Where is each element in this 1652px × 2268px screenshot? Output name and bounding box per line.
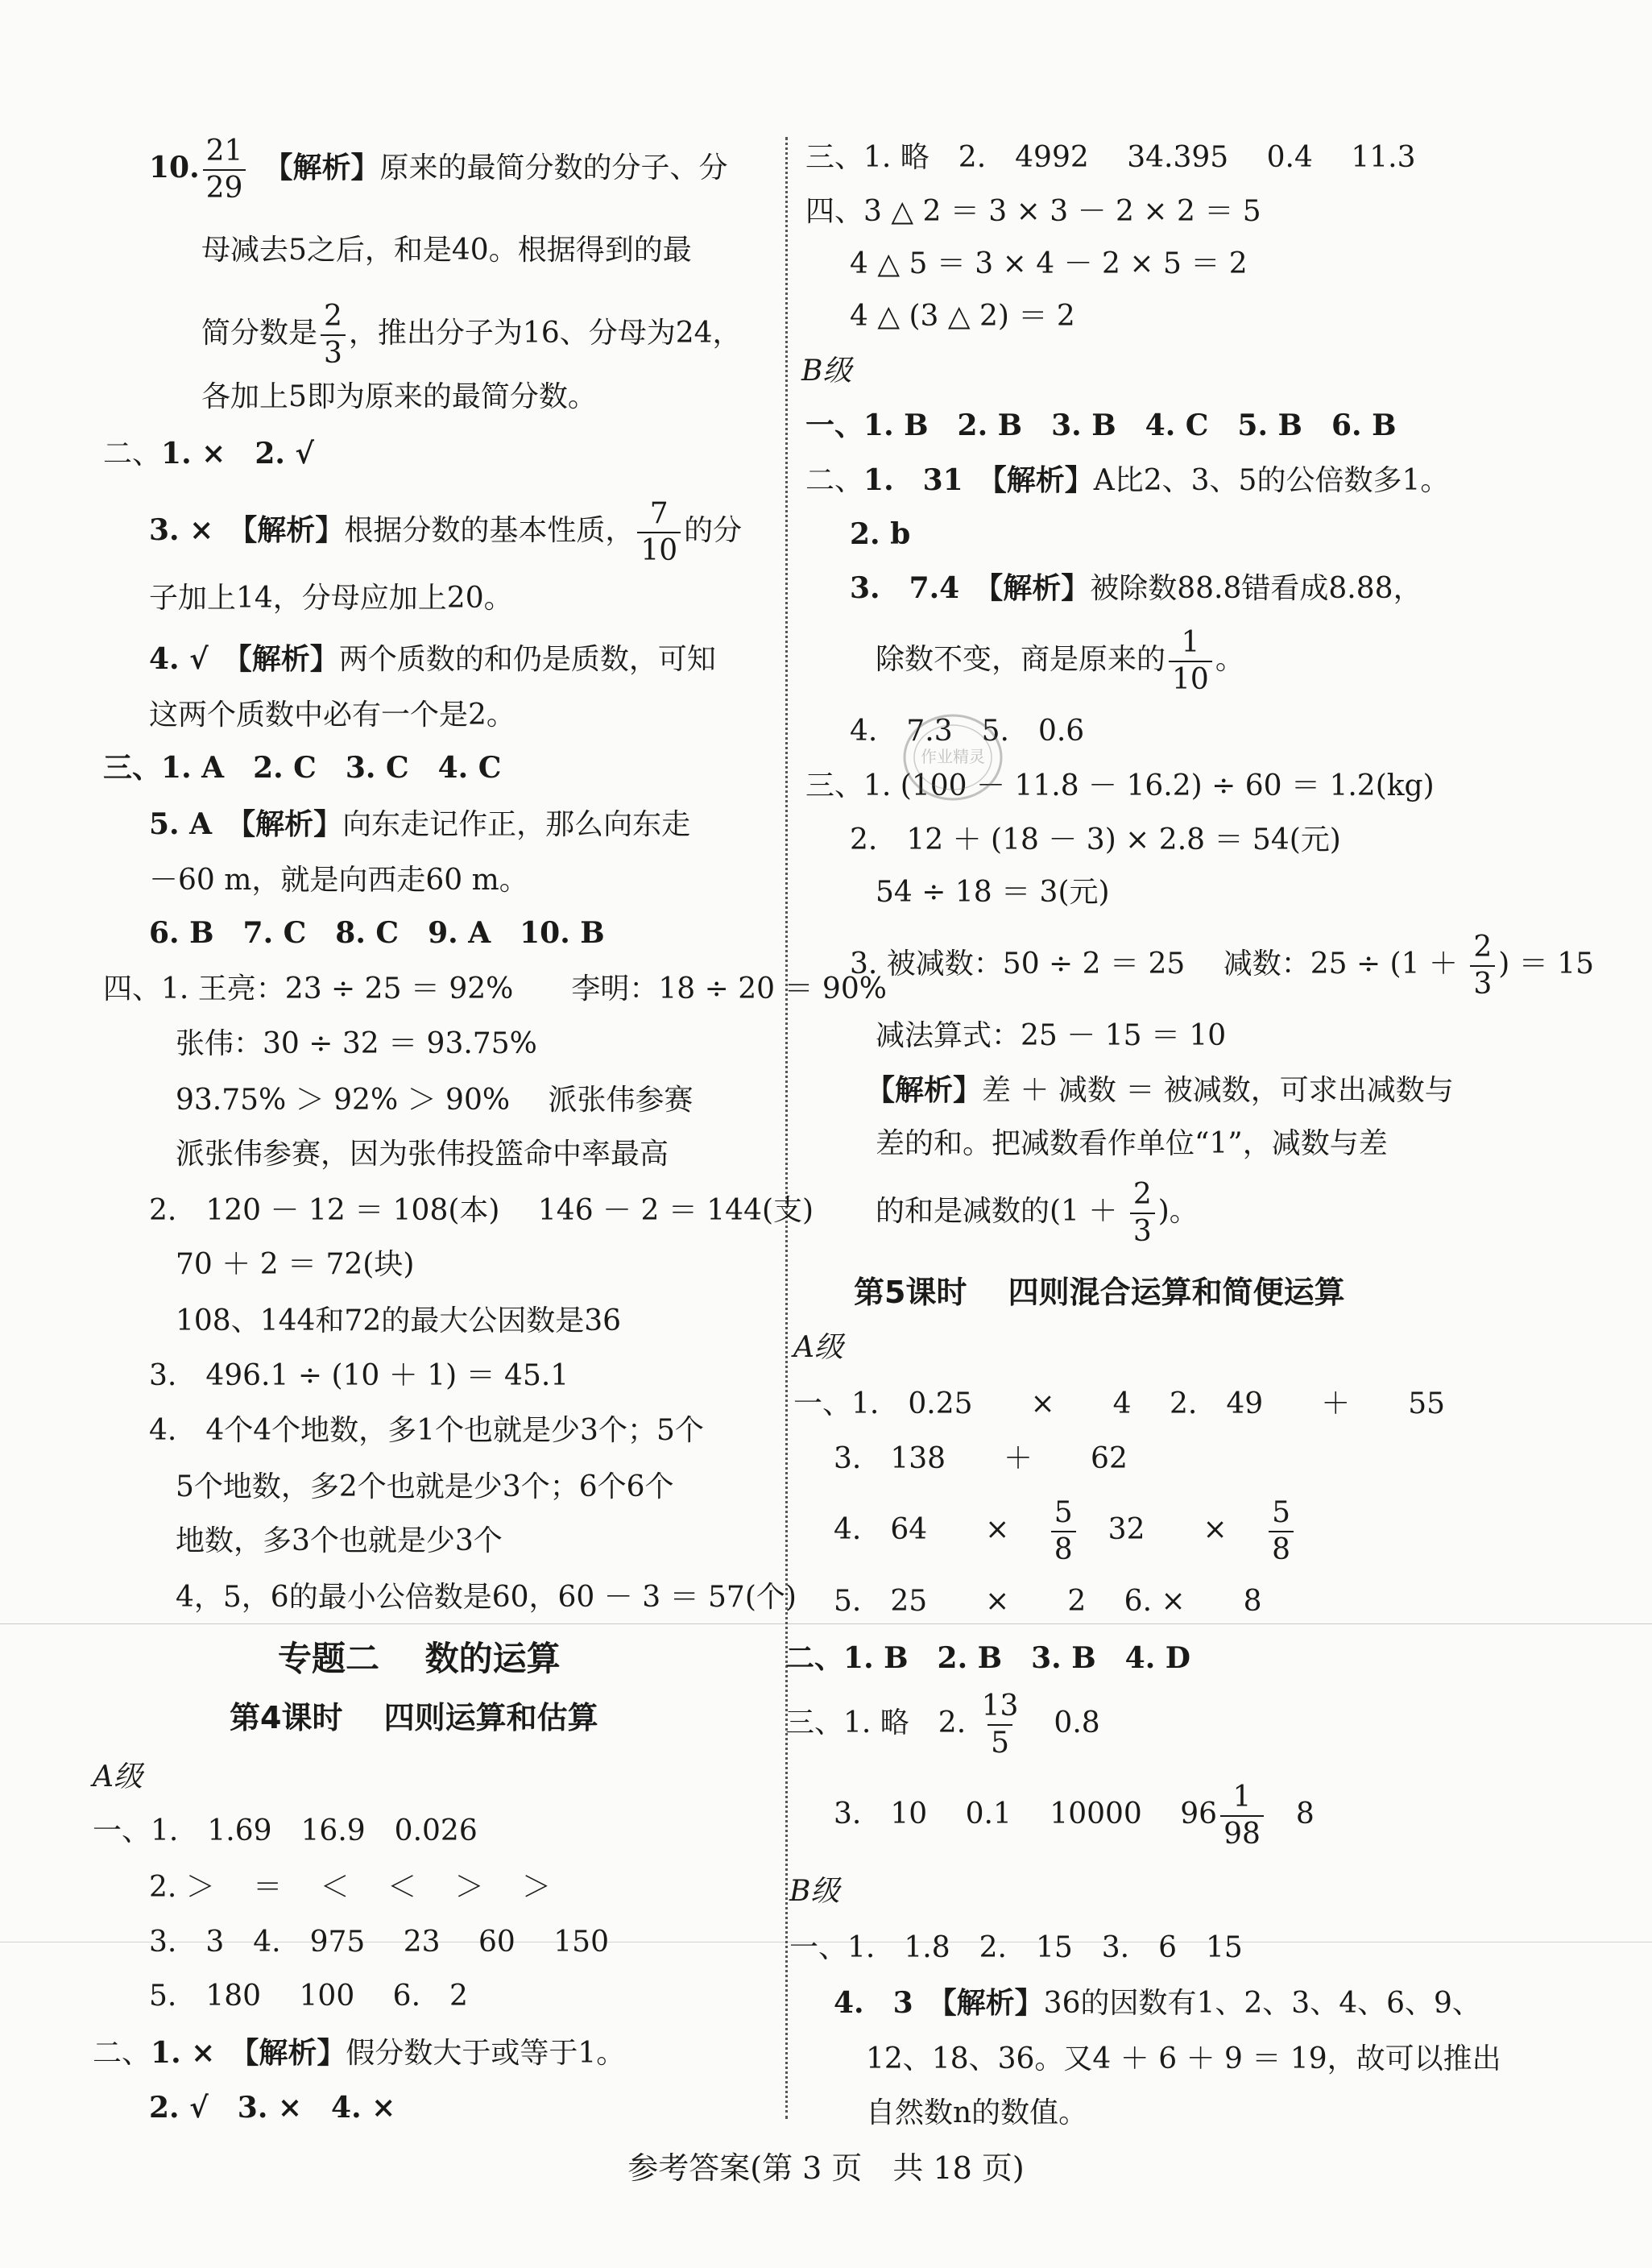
page-footer: 参考答案(第 3 页 共 18 页) — [627, 2150, 1025, 2186]
answer-line: 6. B 7. C 8. C 9. A 10. B — [149, 916, 605, 950]
answer-line: 4. 3 【解析】36的因数有1、2、3、4、6、9、 — [834, 1986, 1481, 2020]
answer-line: 5. 25 × 2 6. × 8 — [834, 1585, 1262, 1618]
watermark-stamp-icon — [901, 709, 1005, 806]
lesson-title: 第5课时 四则混合运算和简便运算 — [854, 1275, 1345, 1310]
answer-line: 四、1. 王亮：23 ÷ 25 ＝ 92% 李明：18 ÷ 20 ＝ 90% — [103, 972, 887, 1005]
answer-line: 三、1. A 2. C 3. C 4. C — [103, 751, 502, 785]
answer-line: 三、1. 略 2. $\frac{13}{5}$ 0.8 — [785, 1690, 1100, 1760]
scan-line — [0, 1623, 1652, 1624]
answer-line: 四、3 △ 2 ＝ 3 × 3 － 2 × 2 ＝ 5 — [805, 195, 1261, 228]
level-label: B级 — [789, 1875, 840, 1908]
answer-line: 的和是减数的(1 ＋ $\frac{2}{3}$ )。 — [876, 1178, 1199, 1248]
answer-line: 二、1. B 2. B 3. B 4. D — [785, 1641, 1190, 1675]
answer-line: 一、1. B 2. B 3. B 4. C 5. B 6. B — [805, 408, 1397, 442]
answer-line: 4. 7.3 5. 0.6 — [850, 715, 1085, 748]
answer-line: 减法算式：25 － 15 ＝ 10 — [876, 1019, 1227, 1052]
answer-line: 三、1. 略 2. 4992 34.395 0.4 11.3 — [805, 141, 1416, 174]
answer-line: 3. × 【解析】根据分数的基本性质， $\frac{7}{10}$ 的分 — [149, 497, 743, 567]
fraction: $\frac{5}{8}$ — [1269, 1499, 1294, 1565]
answer-line: 4. 4个4个地数，多1个也就是少3个；5个 — [149, 1414, 704, 1447]
fraction: $\frac{2}{3}$ — [1130, 1180, 1155, 1246]
answer-line: 各加上5即为原来的最简分数。 — [201, 380, 597, 413]
answer-line: 简分数是 $\frac{2}{3}$ ，推出分子为16、分母为24， — [201, 300, 742, 370]
fraction: $\frac{1}{10}$ — [1169, 628, 1212, 694]
answer-line: 二、1. 31 【解析】A比2、3、5的公倍数多1。 — [805, 463, 1450, 497]
answer-line: 2. √ 3. × 4. × — [149, 2091, 396, 2125]
answer-line: 二、1. × 【解析】假分数大于或等于1。 — [93, 2036, 626, 2070]
fraction: $\frac{2}{3}$ — [1470, 933, 1495, 999]
answer-line: 5个地数，多2个也就是少3个；6个6个 — [176, 1470, 674, 1503]
answer-line: 派张伟参赛，因为张伟投篮命中率最高 — [176, 1138, 669, 1171]
answer-line: 4. 64 × $\frac{5}{8}$ 32 × $\frac{5}{8}$ — [834, 1499, 1297, 1565]
column-divider — [785, 137, 788, 2119]
fraction: $\frac{5}{8}$ — [1051, 1499, 1076, 1565]
level-label: A级 — [793, 1331, 843, 1364]
fraction: $\frac{7}{10}$ — [637, 500, 681, 566]
lesson-title: 第4课时 四则运算和估算 — [230, 1700, 598, 1735]
answer-line: 2. 120 － 12 ＝ 108(本) 146 － 2 ＝ 144(支) — [149, 1194, 814, 1227]
answer-line: 3. 138 ＋ 62 — [834, 1442, 1128, 1475]
answer-line: 一、1. 1.69 16.9 0.026 — [93, 1814, 478, 1847]
fraction: $\frac{1}{98}$ — [1220, 1783, 1264, 1849]
answer-line: 一、1. 1.8 2. 15 3. 6 15 — [789, 1931, 1243, 1964]
answer-line: 54 ÷ 18 ＝ 3(元) — [876, 876, 1110, 909]
answer-line: 3. 7.4 【解析】被除数88.8错看成8.88， — [850, 571, 1422, 605]
fraction: $\frac{21}{29}$ — [203, 137, 246, 203]
level-label: B级 — [801, 355, 852, 388]
answer-line: 差的和。把减数看作单位“1”，减数与差 — [876, 1127, 1388, 1160]
answer-line: 自然数n的数值。 — [866, 2096, 1088, 2129]
answer-line: 3. 496.1 ÷ (10 ＋ 1) ＝ 45.1 — [149, 1359, 569, 1392]
answer-line: 93.75% ＞ 92% ＞ 90% 派张伟参赛 — [176, 1084, 694, 1117]
answer-line: 3. 10 0.1 10000 96 $\frac{1}{98}$ 8 — [834, 1781, 1315, 1851]
topic-title: 专题二 数的运算 — [278, 1639, 561, 1678]
answer-line: 4 △ 5 ＝ 3 × 4 － 2 × 5 ＝ 2 — [850, 247, 1248, 280]
answer-line: 4. √ 【解析】两个质数的和仍是质数，可知 — [149, 642, 716, 676]
answer-line: 4 △ (3 △ 2) ＝ 2 — [850, 300, 1075, 333]
answer-line: 5. A 【解析】向东走记作正，那么向东走 — [149, 807, 691, 841]
answer-line: 地数，多3个也就是少3个 — [176, 1524, 503, 1557]
answer-line: 12、18、36。又4 ＋ 6 ＋ 9 ＝ 19，故可以推出 — [866, 2042, 1501, 2075]
answer-line: 二、1. × 2. √ — [103, 437, 315, 471]
stamp-text: 作业精灵 — [921, 747, 985, 766]
fraction: $\frac{2}{3}$ — [321, 302, 346, 368]
answer-line: 2. ＞ ＝ ＜ ＜ ＞ ＞ — [149, 1871, 552, 1904]
answer-line: 4，5，6的最小公倍数是60，60 － 3 ＝ 57(个) — [176, 1581, 797, 1614]
answer-line: 70 ＋ 2 ＝ 72(块) — [176, 1248, 415, 1281]
answer-line: 108、144和72的最大公因数是36 — [176, 1304, 622, 1337]
answer-line: 5. 180 100 6. 2 — [149, 1980, 468, 2013]
answer-line: 3. 被减数：50 ÷ 2 ＝ 25 减数：25 ÷ (1 ＋ $\frac{2}{3}$ ) ＝ 15 — [850, 931, 1595, 1001]
answer-line: 子加上14，分母应加上20。 — [149, 582, 513, 615]
answer-line: 张伟：30 ÷ 32 ＝ 93.75% — [176, 1027, 537, 1060]
answer-line: 3. 3 4. 975 23 60 150 — [149, 1926, 609, 1959]
fraction: $\frac{13}{5}$ — [981, 1690, 1019, 1760]
answer-line: 一、1. 0.25 × 4 2. 49 ＋ 55 — [793, 1387, 1445, 1420]
answer-line: 10. $\frac{21}{29}$ 【解析】原来的最简分数的分子、分 — [149, 135, 728, 205]
answer-line: 这两个质数中必有一个是2。 — [149, 699, 515, 732]
answer-line: 【解析】差 ＋ 减数 ＝ 被减数，可求出减数与 — [866, 1073, 1454, 1107]
answer-line: 母减去5之后，和是40。根据得到的最 — [201, 234, 692, 267]
answer-line: 除数不变，商是原来的 $\frac{1}{10}$ 。 — [876, 626, 1244, 696]
answer-line: －60 m，就是向西走60 m。 — [149, 864, 528, 897]
answer-line: 2. 12 ＋ (18 － 3) × 2.8 ＝ 54(元) — [850, 823, 1341, 856]
answer-line: 三、1. (100 － 11.8 － 16.2) ÷ 60 ＝ 1.2(kg) — [805, 769, 1435, 802]
level-label: A级 — [93, 1760, 143, 1793]
answer-line: 2. b — [850, 517, 911, 551]
